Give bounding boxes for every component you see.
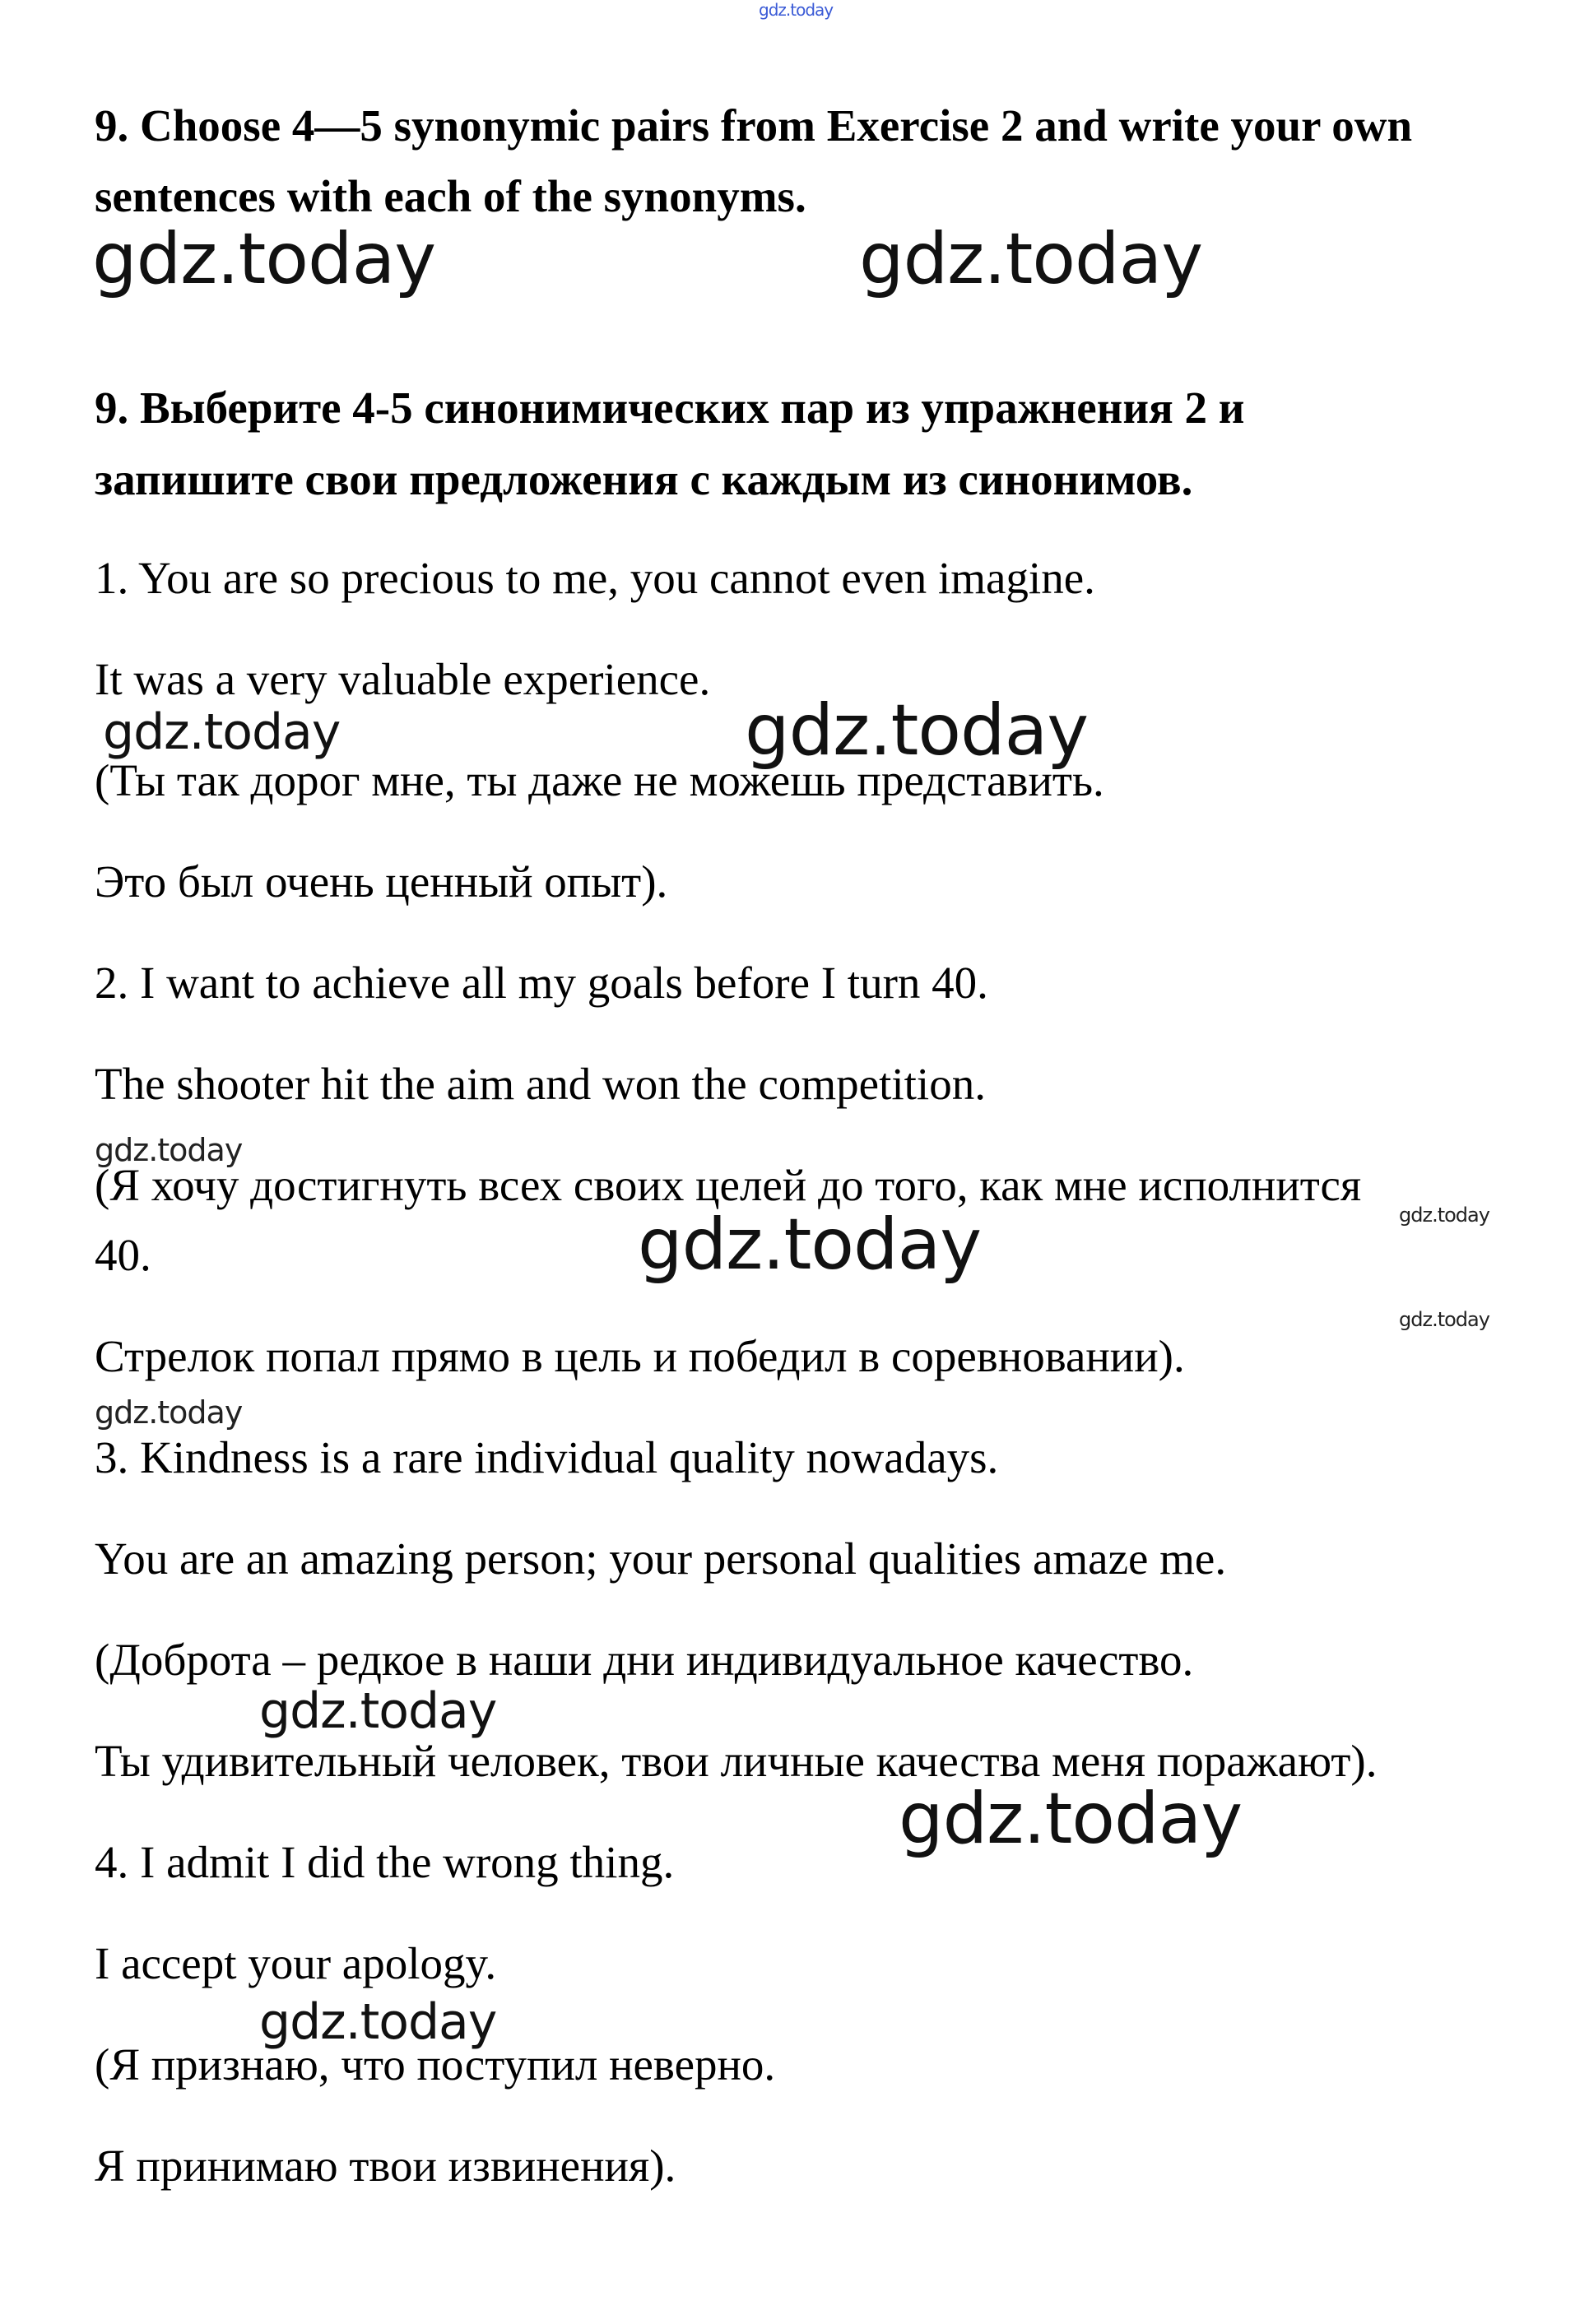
answer-2-ru-b: 40.	[95, 1230, 151, 1280]
watermark-small: gdz.today	[95, 1132, 243, 1168]
watermark-large: gdz.today	[638, 1204, 982, 1286]
watermark-large: gdz.today	[899, 1778, 1243, 1860]
watermark-large: gdz.today	[92, 218, 436, 300]
task-ru-line-2: запишите свои предложения с каждым из синонимов.	[95, 454, 1193, 504]
watermark-medium: gdz.today	[259, 1682, 497, 1740]
task-en-line-2: sentences with each of the synonyms.	[95, 171, 806, 221]
answer-4-ru-b: Я принимаю твои извинения).	[95, 2141, 676, 2191]
answer-4-en-b: I accept your apology.	[95, 1938, 497, 1988]
watermark-medium: gdz.today	[103, 703, 341, 761]
answer-2-ru-a: (Я хочу достигнуть всех своих целей до того, как мне исполнится	[95, 1160, 1362, 1210]
answer-1-ru-a: (Ты так дорог мне, ты даже не можешь представить.	[95, 755, 1104, 805]
answer-1-ru-b: Это был очень ценный опыт).	[95, 856, 668, 907]
watermark-medium: gdz.today	[259, 1993, 497, 2051]
watermark-tiny: gdz.today	[1399, 1204, 1489, 1227]
answer-2-en-b: The shooter hit the aim and won the competition.	[95, 1059, 986, 1109]
answer-1-en-a: 1. You are so precious to me, you cannot even imagine.	[95, 553, 1095, 603]
answer-3-ru-a: (Доброта – редкое в наши дни индивидуальное качество.	[95, 1635, 1194, 1685]
answer-4-ru-a: (Я признаю, что поступил неверно.	[95, 2039, 776, 2090]
watermark-tiny: gdz.today	[1399, 1308, 1489, 1331]
task-en-line-1: 9. Choose 4—5 synonymic pairs from Exercise 2 and write your own	[95, 100, 1413, 151]
watermark-large: gdz.today	[859, 218, 1203, 300]
watermark-top: gdz.today	[759, 0, 834, 20]
watermark-large: gdz.today	[745, 689, 1089, 772]
answer-3-en-b: You are an amazing person; your personal qualities amaze me.	[95, 1533, 1227, 1584]
answer-4-en-a: 4. I admit I did the wrong thing.	[95, 1837, 675, 1887]
answer-3-en-a: 3. Kindness is a rare individual quality nowadays.	[95, 1432, 999, 1482]
answer-3-ru-b: Ты удивительный человек, твои личные качества меня поражают).	[95, 1736, 1378, 1786]
watermark-small: gdz.today	[95, 1394, 243, 1431]
task-ru-line-1: 9. Выберите 4-5 синонимических пар из упражнения 2 и	[95, 383, 1245, 433]
answer-1-en-b: It was a very valuable experience.	[95, 654, 711, 704]
answer-2-ru-c: Стрелок попал прямо в цель и победил в соревновании).	[95, 1331, 1185, 1381]
answer-2-en-a: 2. I want to achieve all my goals before I turn 40.	[95, 958, 988, 1008]
